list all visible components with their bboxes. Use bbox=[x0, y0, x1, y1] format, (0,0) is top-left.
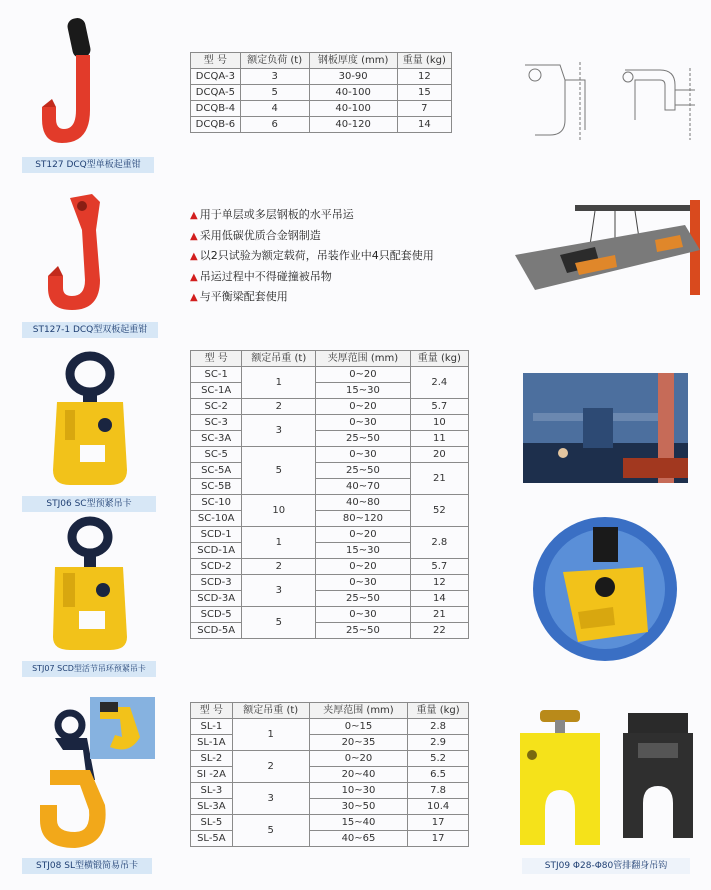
caption-st127: ST127 DCQ型单板起重钳 bbox=[22, 157, 154, 173]
load-cell: 2 bbox=[242, 559, 316, 575]
table-row bbox=[191, 719, 469, 735]
column-header: 额定吊重 (t) bbox=[232, 703, 309, 719]
column-header: 钢板厚度 (mm) bbox=[309, 53, 397, 69]
model-cell: SL-5A bbox=[191, 831, 233, 847]
load-cell: 3 bbox=[242, 575, 316, 607]
model-cell: SCD-5A bbox=[191, 623, 242, 639]
model-cell: SC-1 bbox=[191, 367, 242, 383]
st127-1-clamp-image bbox=[30, 190, 140, 320]
weight-cell: 17 bbox=[408, 831, 469, 847]
table-cell: 30-90 bbox=[309, 69, 397, 85]
weight-cell: 14 bbox=[410, 591, 468, 607]
range-cell: 0~20 bbox=[309, 751, 407, 767]
triangle-bullet-icon: ▲ bbox=[190, 230, 198, 242]
triangle-bullet-icon: ▲ bbox=[190, 292, 198, 303]
table-cell: 40-100 bbox=[309, 85, 397, 101]
weight-cell: 22 bbox=[410, 623, 468, 639]
stj06-clamp-image bbox=[35, 350, 145, 490]
column-header: 型 号 bbox=[191, 351, 242, 367]
load-cell: 5 bbox=[242, 607, 316, 639]
weight-cell: 21 bbox=[410, 463, 468, 495]
table-row bbox=[191, 85, 452, 101]
pipe-hook-yellow-photo bbox=[510, 705, 610, 850]
feature-list bbox=[190, 205, 434, 308]
column-header: 重量 (kg) bbox=[410, 351, 468, 367]
caption-st127-1: ST127-1 DCQ型双板起重钳 bbox=[22, 322, 158, 338]
range-cell: 0~20 bbox=[316, 367, 410, 383]
stj08-inset-photo bbox=[90, 697, 155, 759]
feature-item: ▲ 吊运过程中不得碰撞被吊物 bbox=[190, 269, 332, 283]
model-cell: SL-3A bbox=[191, 799, 233, 815]
st127-clamp-image bbox=[30, 15, 130, 155]
model-cell: SCD-5 bbox=[191, 607, 242, 623]
table-cell: 15 bbox=[397, 85, 451, 101]
range-cell: 30~50 bbox=[309, 799, 407, 815]
model-cell: SL-1 bbox=[191, 719, 233, 735]
table-row bbox=[191, 735, 469, 751]
table-cell: 40-120 bbox=[309, 117, 397, 133]
triangle-bullet-icon: ▲ bbox=[190, 210, 198, 221]
weight-cell: 5.2 bbox=[408, 751, 469, 767]
table-row bbox=[191, 591, 469, 607]
model-cell: SL-3 bbox=[191, 783, 233, 799]
table-header-row bbox=[191, 703, 469, 719]
crane-site-photo bbox=[523, 373, 688, 483]
weight-cell: 5.7 bbox=[410, 559, 468, 575]
table-cell: DCQA-5 bbox=[191, 85, 241, 101]
clamp-technical-drawing bbox=[505, 50, 705, 150]
weight-cell: 2.4 bbox=[410, 367, 468, 399]
weight-cell: 21 bbox=[410, 607, 468, 623]
table-row bbox=[191, 399, 469, 415]
range-cell: 0~30 bbox=[316, 575, 410, 591]
table-cell: 5 bbox=[240, 85, 309, 101]
table-row bbox=[191, 815, 469, 831]
range-cell: 0~20 bbox=[316, 399, 410, 415]
column-header: 型 号 bbox=[191, 53, 241, 69]
table-row bbox=[191, 463, 469, 479]
load-cell: 2 bbox=[242, 399, 316, 415]
model-cell: SCD-1 bbox=[191, 527, 242, 543]
model-cell: SC-3 bbox=[191, 415, 242, 431]
range-cell: 25~50 bbox=[316, 591, 410, 607]
table-cell: 14 bbox=[397, 117, 451, 133]
table-row bbox=[191, 623, 469, 639]
table-cell: 7 bbox=[397, 101, 451, 117]
model-cell: SC-3A bbox=[191, 431, 242, 447]
model-cell: SCD-3 bbox=[191, 575, 242, 591]
model-cell: SC-5 bbox=[191, 447, 242, 463]
column-header: 额定负荷 (t) bbox=[240, 53, 309, 69]
model-cell: SC-1A bbox=[191, 383, 242, 399]
spec-table-sc bbox=[190, 350, 469, 639]
table-header-row bbox=[191, 351, 469, 367]
load-cell: 5 bbox=[242, 447, 316, 495]
model-cell: SL-5 bbox=[191, 815, 233, 831]
range-cell: 40~65 bbox=[309, 831, 407, 847]
weight-cell: 5.7 bbox=[410, 399, 468, 415]
range-cell: 25~50 bbox=[316, 463, 410, 479]
model-cell: SC-10A bbox=[191, 511, 242, 527]
load-cell: 10 bbox=[242, 495, 316, 527]
table-row bbox=[191, 831, 469, 847]
table-row bbox=[191, 69, 452, 85]
table-cell: 12 bbox=[397, 69, 451, 85]
model-cell: SC-10 bbox=[191, 495, 242, 511]
spec-table-dcq bbox=[190, 52, 452, 133]
weight-cell: 6.5 bbox=[408, 767, 469, 783]
range-cell: 20~35 bbox=[309, 735, 407, 751]
table-row bbox=[191, 117, 452, 133]
caption-stj09: STJ09 Φ28-Φ80管排翻身吊钩 bbox=[522, 858, 690, 874]
table-cell: DCQA-3 bbox=[191, 69, 241, 85]
weight-cell: 7.8 bbox=[408, 783, 469, 799]
range-cell: 20~40 bbox=[309, 767, 407, 783]
weight-cell: 10 bbox=[410, 415, 468, 431]
feature-item: ▲ 采用低碳优质合金钢制造 bbox=[190, 228, 321, 242]
load-cell: 1 bbox=[242, 527, 316, 559]
spec-table-sl bbox=[190, 702, 469, 847]
range-cell: 0~30 bbox=[316, 607, 410, 623]
table-cell: 6 bbox=[240, 117, 309, 133]
range-cell: 40~80 bbox=[316, 495, 410, 511]
model-cell: SC-5B bbox=[191, 479, 242, 495]
load-cell: 1 bbox=[232, 719, 309, 751]
model-cell: SCD-1A bbox=[191, 543, 242, 559]
weight-cell: 10.4 bbox=[408, 799, 469, 815]
triangle-bullet-icon: ▲ bbox=[190, 271, 198, 283]
range-cell: 40~70 bbox=[316, 479, 410, 495]
range-cell: 0~15 bbox=[309, 719, 407, 735]
table-row bbox=[191, 367, 469, 383]
table-cell: 40-100 bbox=[309, 101, 397, 117]
clamp-closeup-photo bbox=[533, 517, 678, 662]
weight-cell: 52 bbox=[410, 495, 468, 527]
table-row bbox=[191, 415, 469, 431]
column-header: 夹厚范围 (mm) bbox=[316, 351, 410, 367]
table-row bbox=[191, 783, 469, 799]
table-row bbox=[191, 799, 469, 815]
triangle-bullet-icon: ▲ bbox=[190, 251, 198, 262]
stj07-clamp-image bbox=[35, 515, 145, 655]
table-header-row bbox=[191, 53, 452, 69]
model-cell: SL-1A bbox=[191, 735, 233, 751]
caption-stj06: STJ06 SC型预紧吊卡 bbox=[22, 496, 156, 512]
column-header: 额定吊重 (t) bbox=[242, 351, 316, 367]
range-cell: 10~30 bbox=[309, 783, 407, 799]
weight-cell: 17 bbox=[408, 815, 469, 831]
table-cell: DCQB-4 bbox=[191, 101, 241, 117]
weight-cell: 11 bbox=[410, 431, 468, 447]
range-cell: 0~30 bbox=[316, 415, 410, 431]
column-header: 型 号 bbox=[191, 703, 233, 719]
feature-item: ▲ 与平衡梁配套使用 bbox=[190, 290, 288, 303]
model-cell: SCD-2 bbox=[191, 559, 242, 575]
table-row bbox=[191, 559, 469, 575]
table-row bbox=[191, 527, 469, 543]
model-cell: SC-2 bbox=[191, 399, 242, 415]
table-row bbox=[191, 575, 469, 591]
model-cell: SL-2 bbox=[191, 751, 233, 767]
weight-cell: 20 bbox=[410, 447, 468, 463]
weight-cell: 2.9 bbox=[408, 735, 469, 751]
load-cell: 3 bbox=[232, 783, 309, 815]
table-cell: 4 bbox=[240, 101, 309, 117]
feature-item: ▲ 以2只试验为额定载荷，吊装作业中4只配套使用 bbox=[190, 249, 434, 262]
range-cell: 25~50 bbox=[316, 431, 410, 447]
column-header: 重量 (kg) bbox=[397, 53, 451, 69]
model-cell: SI -2A bbox=[191, 767, 233, 783]
model-cell: SC-5A bbox=[191, 463, 242, 479]
model-cell: SCD-3A bbox=[191, 591, 242, 607]
load-cell: 3 bbox=[242, 415, 316, 447]
table-row bbox=[191, 751, 469, 767]
lifting-scene-photo bbox=[505, 195, 705, 305]
table-row bbox=[191, 431, 469, 447]
range-cell: 25~50 bbox=[316, 623, 410, 639]
table-row bbox=[191, 495, 469, 511]
range-cell: 0~20 bbox=[316, 527, 410, 543]
range-cell: 0~30 bbox=[316, 447, 410, 463]
caption-stj08: STJ08 SL型横锻简易吊卡 bbox=[22, 858, 152, 874]
pipe-hook-black-photo bbox=[618, 708, 698, 848]
table-cell: 3 bbox=[240, 69, 309, 85]
caption-stj07: STJ07 SCD型活节吊环预紧吊卡 bbox=[22, 661, 156, 677]
range-cell: 15~30 bbox=[316, 543, 410, 559]
table-cell: DCQB-6 bbox=[191, 117, 241, 133]
load-cell: 5 bbox=[232, 815, 309, 847]
feature-item: ▲ 用于单层或多层钢板的水平吊运 bbox=[190, 208, 354, 221]
weight-cell: 2.8 bbox=[408, 719, 469, 735]
load-cell: 2 bbox=[232, 751, 309, 783]
table-row bbox=[191, 101, 452, 117]
weight-cell: 2.8 bbox=[410, 527, 468, 559]
table-row bbox=[191, 447, 469, 463]
weight-cell: 12 bbox=[410, 575, 468, 591]
column-header: 夹厚范围 (mm) bbox=[309, 703, 407, 719]
range-cell: 80~120 bbox=[316, 511, 410, 527]
load-cell: 1 bbox=[242, 367, 316, 399]
range-cell: 15~40 bbox=[309, 815, 407, 831]
range-cell: 0~20 bbox=[316, 559, 410, 575]
column-header: 重量 (kg) bbox=[408, 703, 469, 719]
range-cell: 15~30 bbox=[316, 383, 410, 399]
table-row bbox=[191, 607, 469, 623]
table-row bbox=[191, 767, 469, 783]
